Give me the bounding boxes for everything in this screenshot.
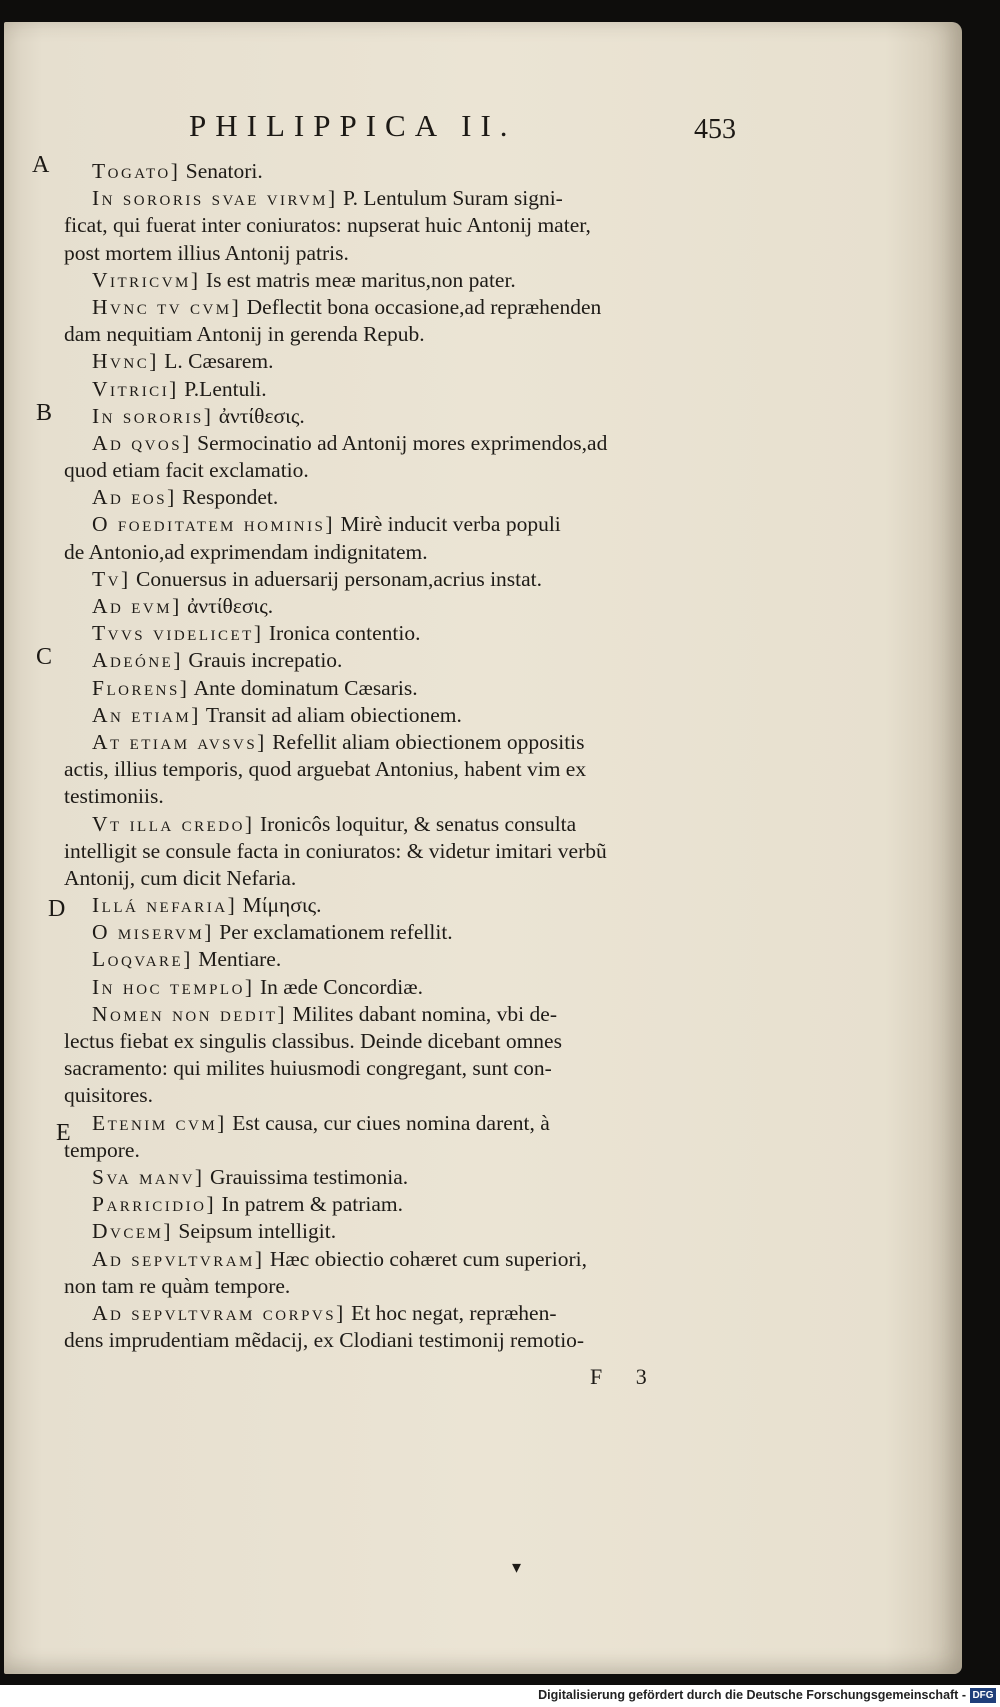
gloss-text: Grauis increpatio.	[183, 648, 343, 673]
lemma: At etiam avsvs]	[92, 729, 267, 754]
gloss-text: Seipsum intelligit.	[173, 1219, 337, 1244]
commentary-entry	[64, 1218, 764, 1245]
gloss-text: ficat, qui fuerat inter coniuratos: nupserat huic Antonij mater,	[64, 213, 591, 238]
commentary-entry	[64, 892, 764, 919]
commentary-entry	[64, 348, 764, 375]
commentary-entry	[64, 1110, 764, 1164]
commentary-entry	[64, 1191, 764, 1218]
entry-continuation-line	[64, 783, 764, 810]
commentary-entry	[64, 294, 764, 348]
entry-first-line	[64, 185, 764, 212]
gloss-text: sacramento: qui milites huiusmodi congregant, sunt con-	[64, 1056, 552, 1081]
lemma: Vitrici]	[92, 376, 179, 401]
gloss-text: non tam re quàm tempore.	[64, 1273, 291, 1298]
gloss-text: In æde Concordiæ.	[254, 974, 423, 999]
book-page	[4, 22, 962, 1674]
commentary-entry	[64, 675, 764, 702]
entry-first-line	[64, 511, 764, 538]
signature-mark: F 3	[590, 1364, 661, 1389]
gloss-text: Μίμησις.	[237, 893, 322, 918]
lemma: Parricidio]	[92, 1192, 217, 1217]
lemma: Vitricvm]	[92, 267, 201, 292]
gloss-text: In patrem & patriam.	[216, 1192, 403, 1217]
running-title: PHILIPPICA II.	[189, 108, 517, 143]
commentary-entry	[64, 1300, 764, 1354]
lemma: Tv]	[92, 566, 131, 591]
lemma: Sva manv]	[92, 1164, 205, 1189]
entry-first-line	[64, 1246, 764, 1273]
lemma: In hoc templo]	[92, 974, 255, 999]
lemma: Loqvare]	[92, 947, 193, 972]
entry-first-line	[64, 974, 764, 1001]
entry-continuation-line	[64, 1327, 764, 1354]
entry-continuation-line	[64, 838, 764, 865]
margin-letter-b: B	[36, 400, 53, 426]
ornament-mark: ▾	[512, 1557, 522, 1577]
entry-continuation-line	[64, 865, 764, 892]
margin-letter-c: C	[36, 644, 53, 670]
commentary-entry	[64, 1001, 764, 1110]
gloss-text: Grauissima testimonia.	[204, 1164, 409, 1189]
commentary-entry	[64, 1164, 764, 1191]
entry-first-line	[64, 702, 764, 729]
gloss-text: Est causa, cur ciues nomina darent, à	[226, 1110, 550, 1135]
gloss-text: Milites dabant nomina, vbi de-	[287, 1001, 557, 1026]
entry-first-line	[64, 647, 764, 674]
lemma: Ad eos]	[92, 485, 177, 510]
gloss-text: Conuersus in aduersarij personam,acrius instat.	[130, 566, 543, 591]
entry-first-line	[64, 729, 764, 756]
gloss-text: intelligit se consule facta in coniuratos: & videtur imitari verbũ	[64, 838, 607, 863]
entry-continuation-line	[64, 1082, 764, 1109]
gloss-text: Senatori.	[180, 159, 263, 183]
gloss-text: Ante dominatum Cæsaris.	[189, 675, 418, 700]
commentary-entry	[64, 974, 764, 1001]
entry-first-line	[64, 946, 764, 973]
entry-continuation-line	[64, 1137, 764, 1164]
gloss-text: Respondet.	[176, 485, 279, 510]
entry-first-line	[64, 566, 764, 593]
entry-first-line	[64, 348, 764, 375]
lemma: Etenim cvm]	[92, 1110, 227, 1135]
entry-continuation-line	[64, 1028, 764, 1055]
lemma: Tvvs videlicet]	[92, 621, 264, 646]
lemma: Ad qvos]	[92, 430, 192, 455]
commentary-text	[64, 158, 764, 1354]
entry-continuation-line	[64, 1273, 764, 1300]
commentary-entry	[64, 376, 764, 403]
gloss-text: Per exclamationem refellit.	[213, 920, 453, 945]
gloss-text: L. Cæsarem.	[158, 349, 274, 374]
gloss-text: Refellit aliam obiectionem oppositis	[266, 729, 585, 754]
lemma: Ad evm]	[92, 594, 182, 618]
lemma: O miservm]	[92, 920, 214, 945]
gloss-text: Hæc obiectio cohæret cum superiori,	[264, 1246, 587, 1271]
entry-first-line	[64, 376, 764, 403]
gloss-text: testimoniis.	[64, 784, 164, 809]
commentary-entry	[64, 484, 764, 511]
lemma: Ad sepvltvram corpvs]	[92, 1300, 346, 1325]
commentary-entry	[64, 811, 764, 893]
entry-continuation-line	[64, 240, 764, 267]
entry-continuation-line	[64, 321, 764, 348]
entry-first-line	[64, 403, 764, 430]
lemma: Ad sepvltvram]	[92, 1246, 265, 1271]
entry-first-line	[64, 484, 764, 511]
commentary-entry	[64, 430, 764, 484]
lemma: Vt illa credo]	[92, 811, 255, 836]
commentary-entry	[64, 158, 764, 185]
entry-continuation-line	[64, 212, 764, 239]
gloss-text: Et hoc negat, repræhen-	[345, 1300, 557, 1325]
entry-continuation-line	[64, 539, 764, 566]
gloss-text: de Antonio,ad exprimendam indignitatem.	[64, 539, 428, 564]
entry-first-line	[64, 430, 764, 457]
commentary-entry	[64, 620, 764, 647]
entry-continuation-line	[64, 457, 764, 484]
lemma: Hvnc tv cvm]	[92, 294, 242, 319]
entry-first-line	[64, 1218, 764, 1245]
lemma: Illá nefaria]	[92, 893, 238, 918]
gloss-text: Antonij, cum dicit Nefaria.	[64, 865, 297, 890]
gloss-text: Ironica contentio.	[263, 621, 421, 646]
entry-continuation-line	[64, 1055, 764, 1082]
margin-letter-a: A	[32, 152, 50, 178]
commentary-entry	[64, 403, 764, 430]
gloss-text: dens imprudentiam mẽdacij, ex Clodiani testimonij remotio-	[64, 1328, 585, 1353]
gloss-text: quisitores.	[64, 1083, 153, 1108]
funding-credit: Digitalisierung gefördert durch die Deutsche Forschungsgemeinschaft -	[538, 1688, 966, 1702]
entry-first-line	[64, 1164, 764, 1191]
commentary-entry	[64, 946, 764, 973]
entry-first-line	[64, 1300, 764, 1327]
entry-first-line	[64, 158, 764, 185]
entry-first-line	[64, 593, 764, 620]
gloss-text: actis, illius temporis, quod arguebat Antonius, habent vim ex	[64, 757, 587, 782]
lemma: Adeóne]	[92, 648, 184, 673]
gloss-text: dam nequitiam Antonij in gerenda Repub.	[64, 322, 425, 347]
entry-first-line	[64, 811, 764, 838]
margin-letter-e: E	[56, 1120, 71, 1146]
gloss-text: Mentiare.	[192, 947, 282, 972]
entry-first-line	[64, 1110, 764, 1137]
commentary-entry	[64, 729, 764, 811]
margin-letter-d: D	[48, 896, 66, 922]
commentary-entry	[64, 647, 764, 674]
commentary-entry	[64, 566, 764, 593]
entry-continuation-line	[64, 756, 764, 783]
lemma: Nomen non dedit]	[92, 1001, 288, 1026]
commentary-entry	[64, 593, 764, 620]
lemma: Florens]	[92, 675, 190, 700]
commentary-entry	[64, 511, 764, 565]
gloss-text: Ironicôs loquitur, & senatus consulta	[254, 811, 577, 836]
lemma: Togato]	[92, 159, 181, 183]
gloss-text: ἀντίθεσις.	[181, 594, 274, 618]
entry-first-line	[64, 294, 764, 321]
lemma: O foeditatem hominis]	[92, 512, 336, 537]
entry-first-line	[64, 267, 764, 294]
entry-first-line	[64, 892, 764, 919]
commentary-entry	[64, 1246, 764, 1300]
commentary-entry	[64, 702, 764, 729]
lemma: In sororis svae virvm]	[92, 186, 338, 211]
lemma: In sororis]	[92, 403, 214, 428]
lemma: Hvnc]	[92, 349, 159, 374]
gloss-text: quod etiam facit exclamatio.	[64, 458, 309, 483]
commentary-entry	[64, 185, 764, 267]
page-number: 453	[694, 114, 736, 145]
entry-first-line	[64, 620, 764, 647]
gloss-text: Transit ad aliam obiectionem.	[200, 702, 462, 727]
gloss-text: Sermocinatio ad Antonij mores exprimendos,ad	[191, 430, 608, 455]
entry-first-line	[64, 1001, 764, 1028]
gloss-text: tempore.	[64, 1137, 140, 1162]
entry-first-line	[64, 919, 764, 946]
lemma: An etiam]	[92, 702, 201, 727]
gloss-text: P.Lentuli.	[178, 376, 267, 401]
commentary-entry	[64, 919, 764, 946]
lemma: Dvcem]	[92, 1219, 174, 1244]
gloss-text: post mortem illius Antonij patris.	[64, 240, 349, 265]
dfg-logo-icon: DFG	[970, 1688, 996, 1703]
gloss-text: lectus fiebat ex singulis classibus. Deinde dicebant omnes	[64, 1029, 562, 1053]
gloss-text: Is est matris meæ maritus,non pater.	[200, 267, 516, 292]
entry-first-line	[64, 675, 764, 702]
gloss-text: P. Lentulum Suram signi-	[337, 186, 563, 211]
entry-first-line	[64, 1191, 764, 1218]
gloss-text: ἀντίθεσις.	[213, 403, 305, 428]
digitization-footer	[0, 1685, 1000, 1707]
gloss-text: Deflectit bona occasione,ad repræhenden	[241, 294, 602, 319]
gloss-text: Mirè inducit verba populi	[335, 512, 561, 537]
commentary-entry	[64, 267, 764, 294]
